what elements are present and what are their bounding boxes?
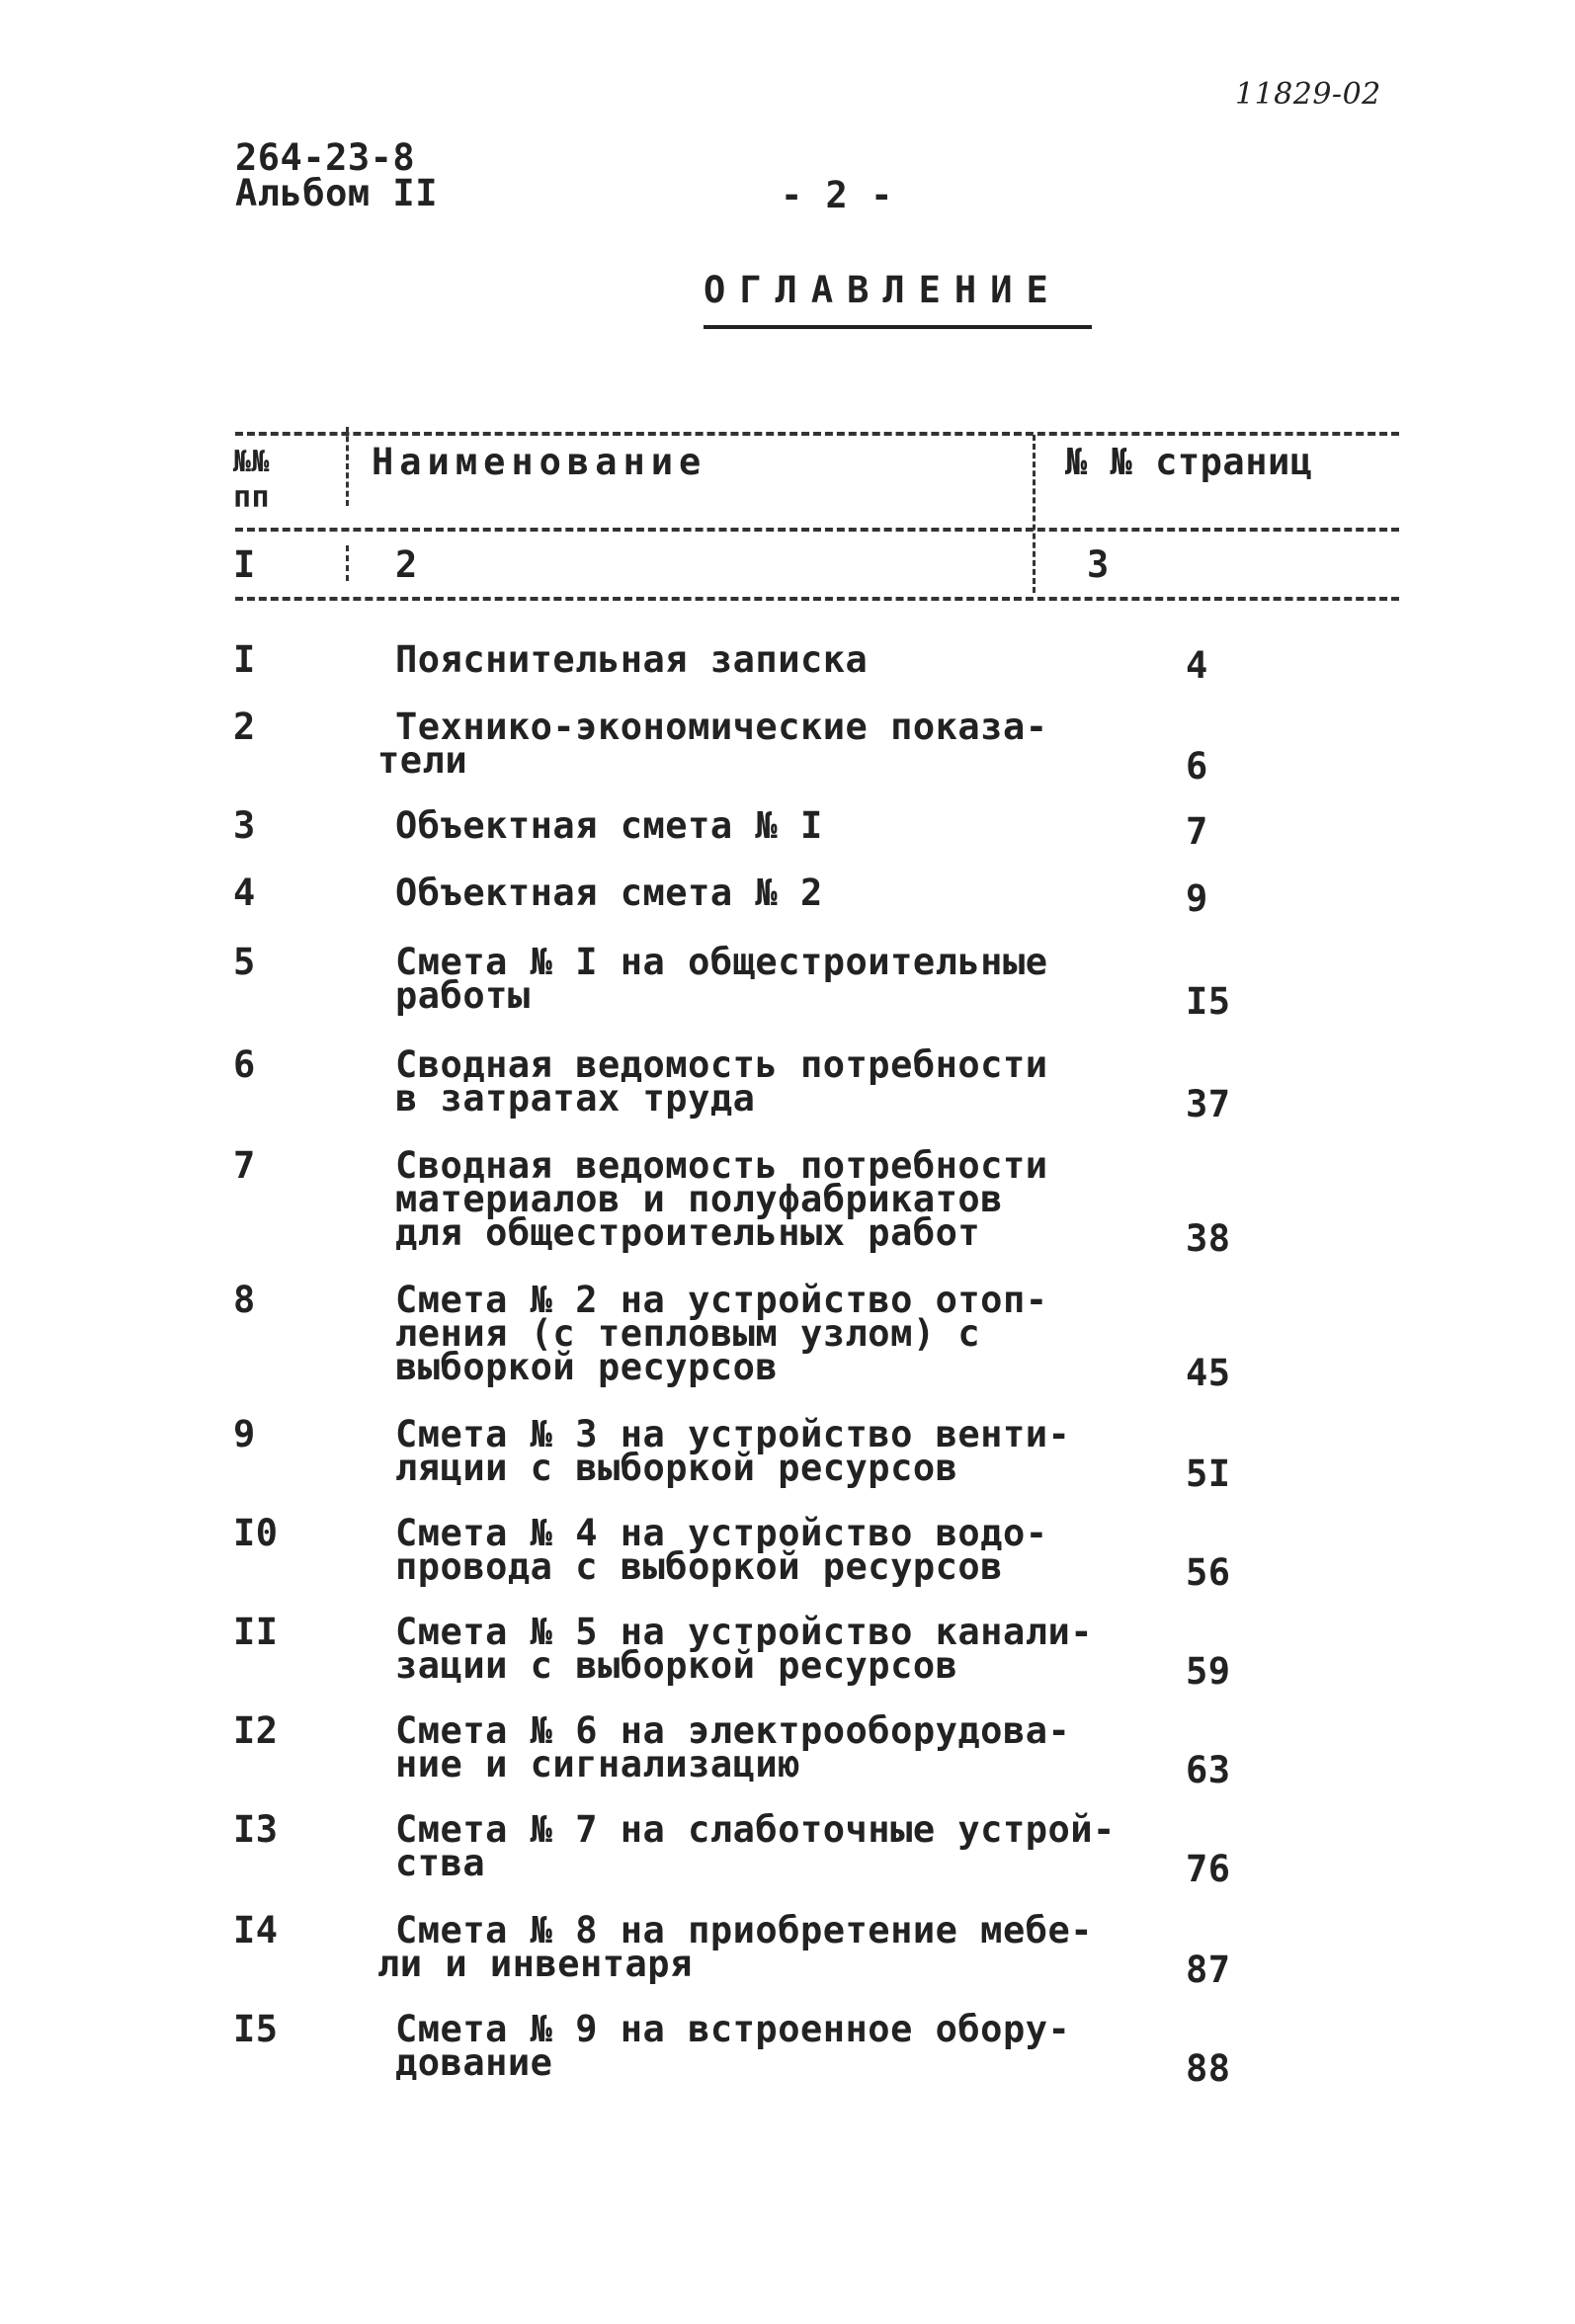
row-number: I0: [233, 1512, 279, 1554]
row-page-number: 45: [1186, 1352, 1231, 1394]
header-pages: № № страниц: [1065, 441, 1313, 483]
column-divider-1b: [346, 545, 349, 581]
column-divider-2: [1033, 435, 1036, 593]
row-title-line: Пояснительная записка: [395, 638, 869, 681]
row-number: 6: [233, 1043, 256, 1086]
row-title-line: в затратах труда: [395, 1077, 756, 1120]
row-title-line: ли и инвентаря: [377, 1943, 693, 1985]
row-title-line: ления (с тепловым узлом) с: [395, 1312, 981, 1355]
page-title: ОГЛАВЛЕНИЕ: [704, 269, 1062, 311]
title-underline: [704, 325, 1092, 329]
row-title-line: Смета № 5 на устройство канали-: [395, 1611, 1094, 1653]
row-title-line: дование: [395, 2041, 553, 2084]
row-page-number: 56: [1186, 1551, 1231, 1594]
row-number: 7: [233, 1144, 256, 1187]
row-title-line: работы: [395, 974, 531, 1017]
row-page-number: 9: [1186, 877, 1208, 920]
column-number-1: I: [233, 543, 256, 586]
row-number: 3: [233, 804, 256, 847]
row-title-line: Объектная смета № I: [395, 804, 823, 847]
row-title-line: Сводная ведомость потребности: [395, 1043, 1048, 1086]
row-title-line: ства: [395, 1842, 486, 1884]
row-number: 9: [233, 1413, 256, 1455]
row-page-number: I5: [1186, 980, 1231, 1023]
row-number: II: [233, 1611, 279, 1653]
table-header-bottom-border: [235, 597, 1399, 601]
header-num-line1: №№: [233, 445, 271, 479]
row-title-line: провода с выборкой ресурсов: [395, 1545, 1003, 1588]
handwritten-reference: 11829-02: [1235, 77, 1381, 112]
row-title-line: для общестроительных работ: [395, 1211, 981, 1254]
row-title-line: Смета № 9 на встроенное обору-: [395, 2008, 1071, 2050]
row-number: I3: [233, 1808, 279, 1851]
row-title-line: Смета № 4 на устройство водо-: [395, 1512, 1048, 1554]
row-title-line: Смета № 3 на устройство венти-: [395, 1413, 1071, 1455]
row-title-line: зации с выборкой ресурсов: [395, 1644, 958, 1687]
row-title-line: Сводная ведомость потребности: [395, 1144, 1048, 1187]
row-number: 4: [233, 872, 256, 914]
table-top-border: [235, 432, 1399, 436]
row-title-line: Смета № 2 на устройство отоп-: [395, 1279, 1048, 1321]
row-title-line: Объектная смета № 2: [395, 872, 823, 914]
header-separator: [235, 528, 1399, 532]
row-title-line: тели: [377, 739, 468, 782]
row-number: 8: [233, 1279, 256, 1321]
row-page-number: 5I: [1186, 1452, 1231, 1495]
row-page-number: 63: [1186, 1749, 1231, 1791]
row-page-number: 7: [1186, 810, 1208, 853]
row-title-line: выборкой ресурсов: [395, 1346, 779, 1388]
row-page-number: 38: [1186, 1217, 1231, 1260]
row-page-number: 4: [1186, 644, 1208, 687]
row-number: I5: [233, 2008, 279, 2050]
row-title-line: ние и сигнализацию: [395, 1743, 800, 1785]
row-title-line: Смета № 7 на слаботочные устрой-: [395, 1808, 1116, 1851]
row-page-number: 37: [1186, 1083, 1231, 1125]
page-number: - 2 -: [781, 174, 893, 216]
row-number: I2: [233, 1709, 279, 1752]
row-page-number: 6: [1186, 745, 1208, 788]
header-num-line2: пп: [233, 480, 271, 515]
row-title-line: Смета № I на общестроительные: [395, 941, 1048, 983]
row-title-line: Технико-экономические показа-: [395, 706, 1048, 748]
album-label: Альбом II: [235, 172, 438, 214]
row-title-line: Смета № 8 на приобретение мебе-: [395, 1909, 1094, 1951]
column-number-3: 3: [1087, 543, 1110, 586]
row-page-number: 76: [1186, 1848, 1231, 1890]
row-page-number: 88: [1186, 2047, 1231, 2090]
row-title-line: Смета № 6 на электрооборудова-: [395, 1709, 1071, 1752]
row-title-line: ляции с выборкой ресурсов: [395, 1447, 958, 1489]
row-number: I4: [233, 1909, 279, 1951]
row-number: I: [233, 638, 256, 681]
row-page-number: 59: [1186, 1650, 1231, 1693]
row-title-line: материалов и полуфабрикатов: [395, 1178, 1003, 1220]
document-code: 264-23-8: [235, 136, 416, 179]
column-divider-1: [346, 427, 349, 506]
row-number: 2: [233, 706, 256, 748]
row-page-number: 87: [1186, 1949, 1231, 1991]
header-name: Наименование: [372, 441, 707, 483]
column-number-2: 2: [395, 543, 418, 586]
row-number: 5: [233, 941, 256, 983]
